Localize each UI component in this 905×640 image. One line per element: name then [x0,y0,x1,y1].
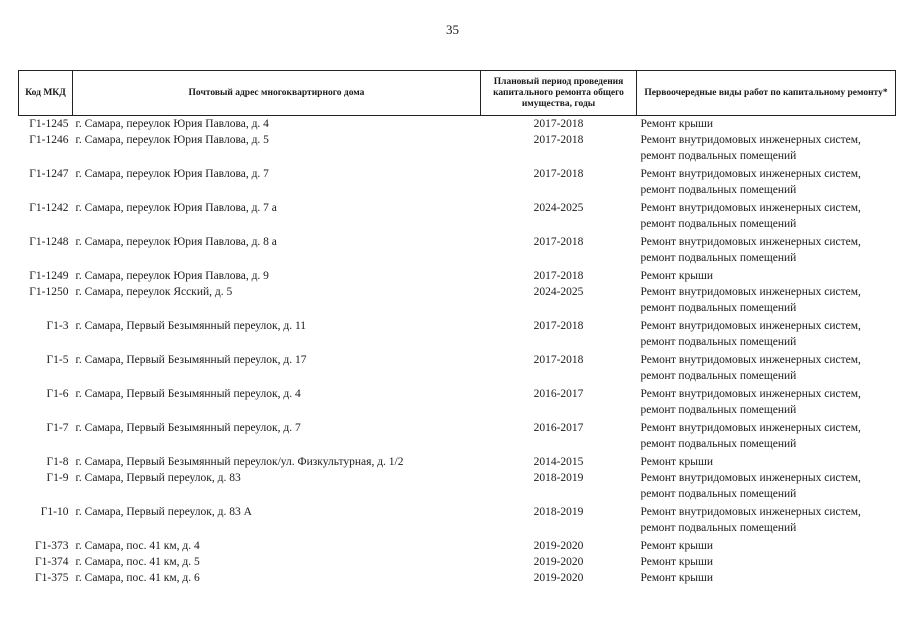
cell-code: Г1-1248 [29,236,69,248]
works-line: Ремонт крыши [640,456,714,468]
header-period: Плановый период проведения капитального ремонта общего имущества, годы [481,71,637,116]
works-line: Ремонт крыши [640,118,714,130]
cell-address: г. Самара, пос. 41 км, д. 6 [75,572,200,584]
cell-address: г. Самара, переулок Юрия Павлова, д. 5 [75,134,269,146]
table-row [19,470,896,504]
cell-period: 2019-2020 [533,556,584,568]
repair-schedule-table [18,70,896,586]
cell-code: Г1-1249 [29,270,69,282]
works-line: Ремонт внутридомовых инженерных систем, [640,422,861,434]
cell-works [637,200,896,234]
cell-address: г. Самара, переулок Юрия Павлова, д. 9 [75,270,269,282]
cell-code: Г1-7 [46,422,69,434]
cell-period: 2016-2017 [533,422,584,434]
cell-code: Г1-5 [46,354,69,366]
table-row [19,454,896,470]
table-row [19,554,896,570]
cell-address: г. Самара, переулок Юрия Павлова, д. 4 [75,118,269,130]
cell-period: 2018-2019 [533,506,584,518]
cell-works [637,386,896,420]
works-line: ремонт подвальных помещений [640,302,797,314]
cell-works [637,234,896,268]
cell-works [637,504,896,538]
works-line: Ремонт внутридомовых инженерных систем, [640,202,861,214]
cell-code: Г1-374 [35,556,69,568]
table-row [19,234,896,268]
table-row [19,352,896,386]
table-row [19,284,896,318]
works-line: Ремонт крыши [640,572,714,584]
works-line: ремонт подвальных помещений [640,522,797,534]
table-header [19,71,896,116]
cell-period: 2017-2018 [533,134,584,146]
cell-address: г. Самара, пос. 41 км, д. 5 [75,556,200,568]
cell-code: Г1-3 [46,320,69,332]
works-line: Ремонт внутридомовых инженерных систем, [640,286,861,298]
table-row [19,116,896,133]
works-line: ремонт подвальных помещений [640,404,797,416]
table-row [19,268,896,284]
cell-address: г. Самара, переулок Ясский, д. 5 [75,286,233,298]
cell-address: г. Самара, Первый Безымянный переулок, д. 17 [75,354,307,366]
cell-code: Г1-8 [46,456,69,468]
cell-code: Г1-375 [35,572,69,584]
table-row [19,200,896,234]
cell-works [637,570,896,586]
works-line: Ремонт внутридомовых инженерных систем, [640,388,861,400]
cell-works [637,538,896,554]
cell-address: г. Самара, Первый Безымянный переулок/ул. Физкультурная, д. 1/2 [75,456,404,468]
cell-code: Г1-1247 [29,168,69,180]
works-line: ремонт подвальных помещений [640,438,797,450]
table-row [19,504,896,538]
works-line: Ремонт внутридомовых инженерных систем, [640,506,861,518]
cell-address: г. Самара, пос. 41 км, д. 4 [75,540,200,552]
cell-code: Г1-10 [40,506,69,518]
cell-works [637,132,896,166]
cell-period: 2016-2017 [533,388,584,400]
works-line: Ремонт крыши [640,540,714,552]
page-number: 35 [446,22,459,37]
works-line: Ремонт внутридомовых инженерных систем, [640,472,861,484]
table-row [19,318,896,352]
header-code: Код МКД [19,71,73,116]
cell-code: Г1-9 [46,472,69,484]
cell-period: 2017-2018 [533,236,584,248]
cell-works [637,116,896,133]
cell-code: Г1-1246 [29,134,69,146]
cell-period: 2024-2025 [533,202,584,214]
cell-period: 2014-2015 [533,456,584,468]
cell-code: Г1-373 [35,540,69,552]
table-row [19,132,896,166]
cell-works [637,420,896,454]
cell-period: 2018-2019 [533,472,584,484]
cell-period: 2024-2025 [533,286,584,298]
cell-address: г. Самара, Первый Безымянный переулок, д. 7 [75,422,301,434]
cell-address: г. Самара, переулок Юрия Павлова, д. 7 [75,168,269,180]
cell-works [637,454,896,470]
table-body [19,116,896,587]
cell-address: г. Самара, Первый Безымянный переулок, д. 11 [75,320,307,332]
cell-period: 2017-2018 [533,270,584,282]
cell-address: г. Самара, Первый переулок, д. 83 [75,472,241,484]
table-row [19,570,896,586]
works-line: ремонт подвальных помещений [640,488,797,500]
cell-code: Г1-1250 [29,286,69,298]
works-line: Ремонт внутридомовых инженерных систем, [640,354,861,366]
cell-address: г. Самара, Первый Безымянный переулок, д. 4 [75,388,301,400]
cell-code: Г1-6 [46,388,69,400]
cell-period: 2019-2020 [533,572,584,584]
cell-works [637,318,896,352]
table-row [19,538,896,554]
cell-address: г. Самара, Первый переулок, д. 83 А [75,506,252,518]
table-row [19,420,896,454]
works-line: ремонт подвальных помещений [640,218,797,230]
table-row [19,386,896,420]
cell-period: 2017-2018 [533,320,584,332]
cell-period: 2017-2018 [533,168,584,180]
works-line: Ремонт крыши [640,270,714,282]
works-line: Ремонт внутридомовых инженерных систем, [640,236,861,248]
works-line: Ремонт крыши [640,556,714,568]
cell-works [637,166,896,200]
cell-period: 2017-2018 [533,118,584,130]
cell-works [637,284,896,318]
works-line: ремонт подвальных помещений [640,370,797,382]
cell-works [637,470,896,504]
table-row [19,166,896,200]
works-line: ремонт подвальных помещений [640,336,797,348]
cell-address: г. Самара, переулок Юрия Павлова, д. 8 а [75,236,277,248]
cell-works [637,352,896,386]
header-address: Почтовый адрес многоквартирного дома [73,71,481,116]
cell-code: Г1-1242 [29,202,69,214]
cell-address: г. Самара, переулок Юрия Павлова, д. 7 а [75,202,277,214]
works-line: Ремонт внутридомовых инженерных систем, [640,320,861,332]
works-line: ремонт подвальных помещений [640,184,797,196]
cell-code: Г1-1245 [29,118,69,130]
cell-works [637,554,896,570]
works-line: Ремонт внутридомовых инженерных систем, [640,134,861,146]
header-works: Первоочередные виды работ по капитальному ремонту* [637,71,896,116]
cell-period: 2019-2020 [533,540,584,552]
works-line: ремонт подвальных помещений [640,150,797,162]
cell-period: 2017-2018 [533,354,584,366]
works-line: ремонт подвальных помещений [640,252,797,264]
works-line: Ремонт внутридомовых инженерных систем, [640,168,861,180]
cell-works [637,268,896,284]
